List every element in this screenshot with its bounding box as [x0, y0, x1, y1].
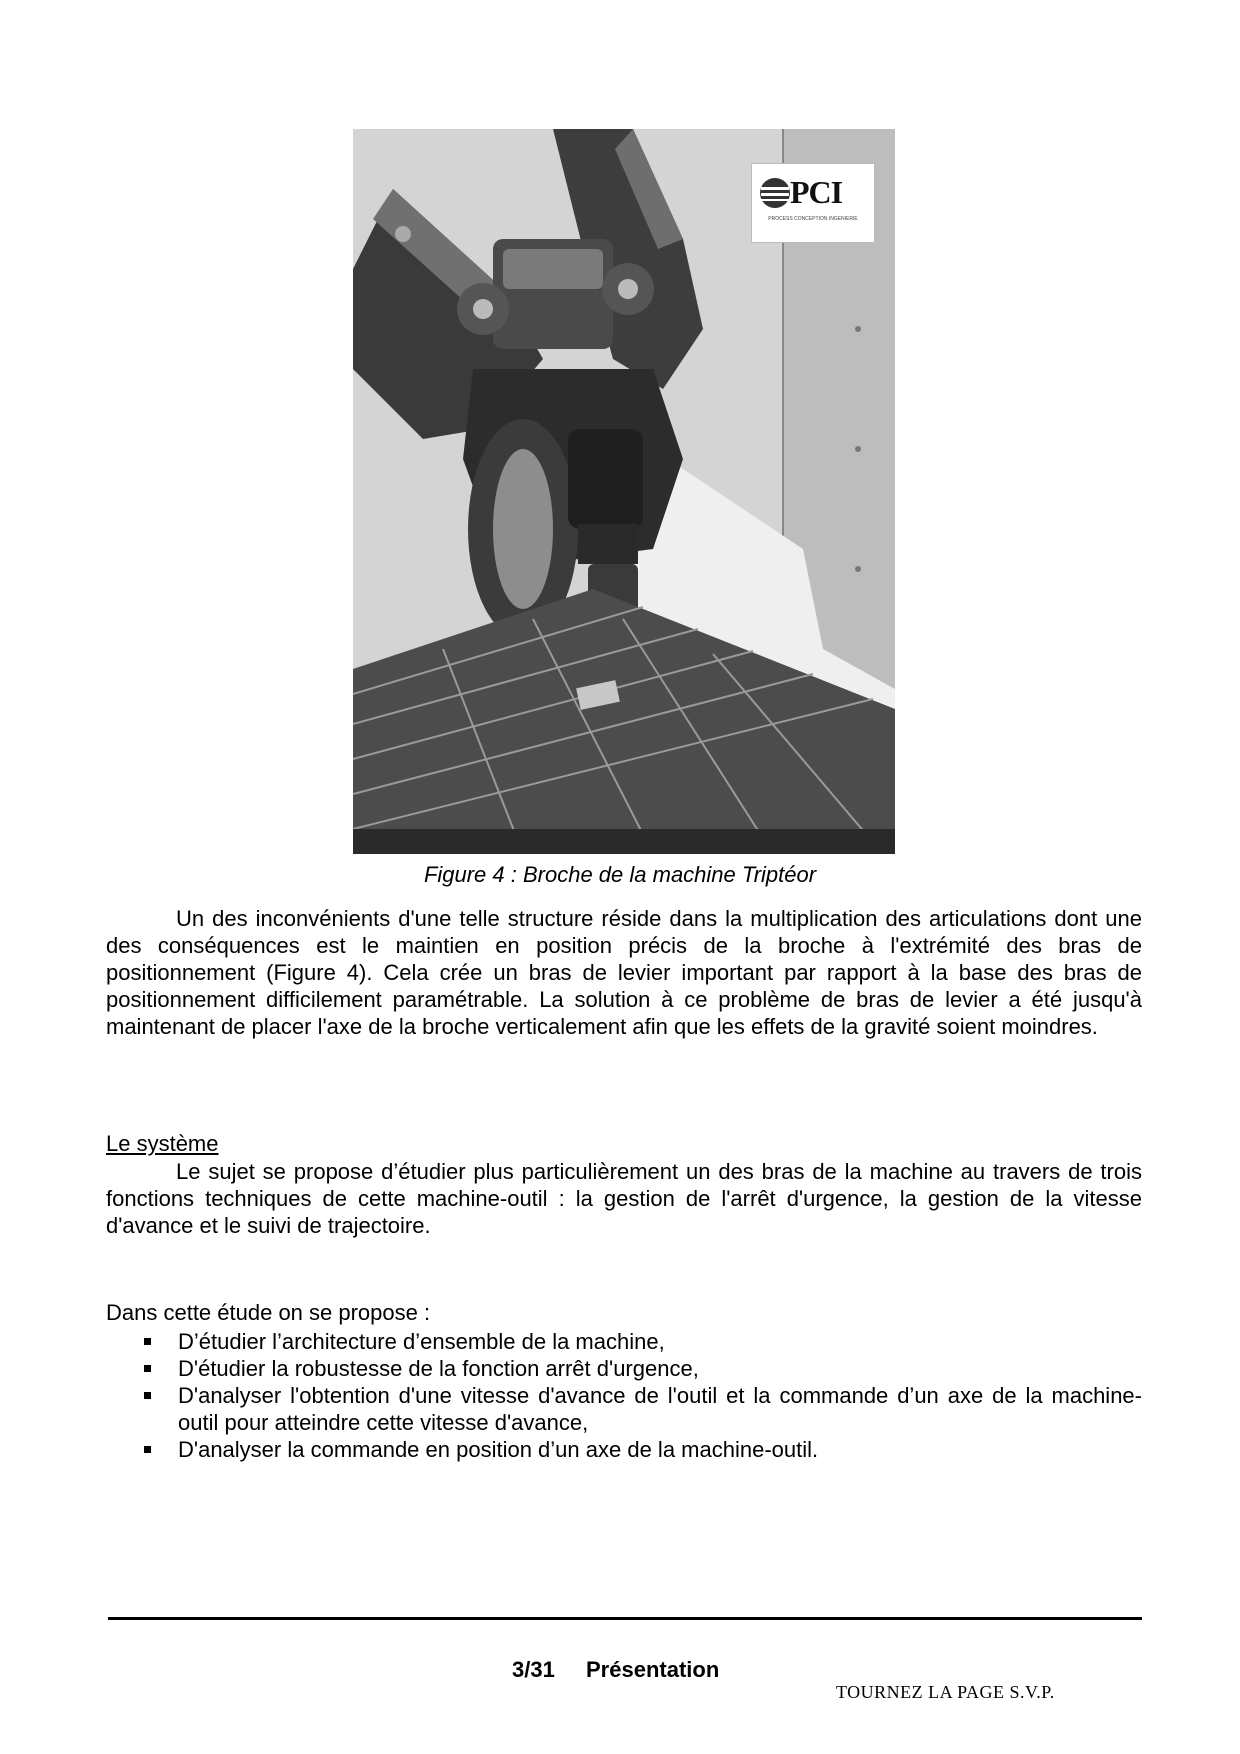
- paragraph-system: Le sujet se propose d’étudier plus particulièrement un des bras de la machine au travers de trois fonctions techniques de cette machine-outil : la gestion de l'arrêt d'urgence, la gestion de la vitesse d'avance et le suivi de trajectoire.: [106, 1159, 1142, 1238]
- paragraph-structure: Un des inconvénients d'une telle structure réside dans la multiplication des articulations dont une des conséquences est le maintien en position précis de la broche à l'extrémité des bras de positionnement (Figure 4). Cela crée un bras de levier important par rapport à la base des bras de positionnement difficilement paramétrable. La solution à ce problème de bras de levier a été jusqu'à maintenant de placer l'axe de la broche verticalement afin que les effets de la gravité soient moindres.: [106, 906, 1142, 1039]
- footer-section-title: Présentation: [586, 1657, 720, 1682]
- list-item: D'analyser la commande en position d’un axe de la machine-outil.: [106, 1436, 1142, 1463]
- section-heading: Le système: [106, 1131, 219, 1156]
- list-item: D'analyser l'obtention d'une vitesse d'avance de l'outil et la commande d’un axe de la machine-outil pour atteindre cette vitesse d'avance,: [106, 1382, 1142, 1436]
- page-number: 3/31: [512, 1657, 555, 1682]
- bullet-square-icon: [144, 1365, 151, 1372]
- figure-caption: Figure 4 : Broche de la machine Triptéor: [423, 862, 817, 887]
- logo-subtitle: PROCESS CONCEPTION INGÉNIERIE: [768, 216, 858, 222]
- bullet-square-icon: [144, 1446, 151, 1453]
- bullet-square-icon: [144, 1338, 151, 1345]
- study-objectives-list: [106, 1328, 1142, 1463]
- figure-photo: [353, 129, 895, 854]
- footer-divider: [108, 1617, 1142, 1620]
- pci-logo: [751, 163, 875, 243]
- logo-text: PCI: [790, 174, 843, 210]
- bullet-square-icon: [144, 1392, 151, 1399]
- pci-logo-icon: [758, 176, 792, 210]
- turn-page-note: TOURNEZ LA PAGE S.V.P.: [836, 1682, 1055, 1702]
- study-intro: Dans cette étude on se propose :: [106, 1300, 431, 1325]
- list-item: D’étudier l’architecture d’ensemble de la machine,: [106, 1328, 1142, 1355]
- list-item: D'étudier la robustesse de la fonction arrêt d'urgence,: [106, 1355, 1142, 1382]
